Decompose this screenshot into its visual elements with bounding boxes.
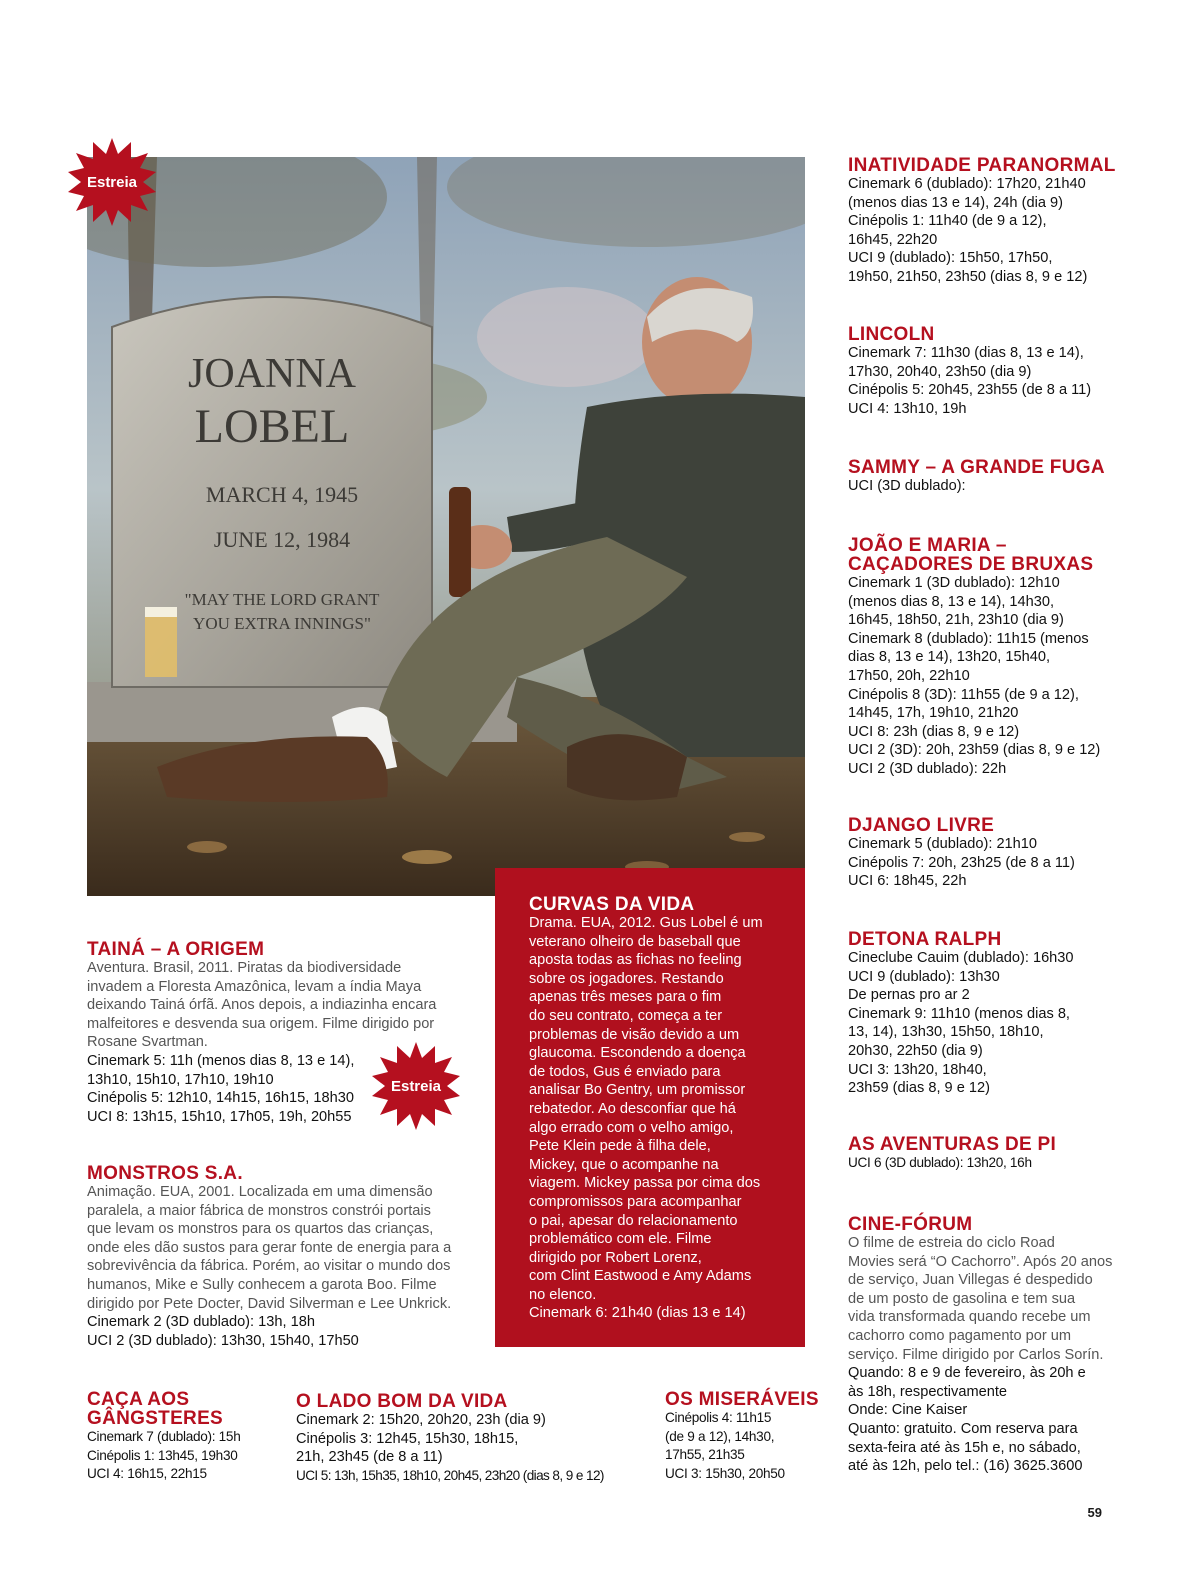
schedule-line: dias 8, 13 e 14), 13h20, 15h40, <box>848 649 1051 666</box>
detail-line: sexta-feira até às 15h e, no sábado, <box>848 1439 1081 1456</box>
stone-epitaph-line1: "MAY THE LORD GRANT <box>184 590 380 609</box>
schedule-line: UCI 2 (3D): 20h, 23h59 (dias 8, 9 e 12) <box>848 742 1101 759</box>
schedule-line: UCI 8: 13h15, 15h10, 17h05, 19h, 20h55 <box>87 1108 352 1125</box>
stone-date-birth: MARCH 4, 1945 <box>205 482 359 507</box>
synopsis-line: analisar Bo Gentry, um promissor <box>529 1082 746 1099</box>
schedule-line: Cinemark 6: 21h40 (dias 13 e 14) <box>529 1305 746 1322</box>
schedule-line: UCI 8: 23h (dias 8, 9 e 12) <box>848 723 1020 740</box>
schedule-line: 16h45, 22h20 <box>848 231 938 248</box>
schedule-line: UCI 6 (3D dublado): 13h20, 16h <box>848 1155 1032 1170</box>
schedule-line: Cinépolis 8 (3D): 11h55 (de 9 a 12), <box>848 686 1079 703</box>
synopsis-line: do seu contrato, começa a ter <box>529 1007 723 1024</box>
listing-sammy <box>848 458 1148 496</box>
listing-lado-bom-da-vida <box>296 1392 636 1485</box>
listing-aventuras-de-pi <box>848 1135 1148 1173</box>
listing-monstros <box>87 1164 477 1350</box>
movie-title <box>848 536 1148 574</box>
film-still-photo <box>87 157 805 896</box>
estreia-badge-label: Estreia <box>390 1077 442 1095</box>
schedule-line: UCI 2 (3D dublado): 13h30, 15h40, 17h50 <box>87 1332 359 1349</box>
synopsis-line: compromissos para acompanhar <box>529 1193 742 1210</box>
schedule-line: 13h10, 15h10, 17h10, 19h10 <box>87 1071 274 1088</box>
movie-title: TAINÁ – A ORIGEM <box>87 939 265 960</box>
synopsis-line: Movies será “O Cachorro”. Após 20 anos <box>848 1253 1113 1270</box>
schedule-line: 23h59 (dias 8, 9 e 12) <box>848 1080 990 1097</box>
schedule <box>848 1154 1148 1173</box>
synopsis-line: com Clint Eastwood e Amy Adams <box>529 1268 752 1285</box>
schedule-line: Cinemark 6 (dublado): 17h20, 21h40 <box>848 176 1086 192</box>
movie-title: DJANGO LIVRE <box>848 815 995 836</box>
synopsis-line: deixando Tainá órfã. Anos depois, a indiazinha encara <box>87 997 437 1014</box>
synopsis-line: viagem. Mickey passa por cima dos <box>529 1175 761 1192</box>
event-details <box>848 1364 1148 1476</box>
synopsis-line: serviço. Filme dirigido por Carlos Sorín. <box>848 1346 1104 1363</box>
page-number: 59 <box>1087 1505 1102 1520</box>
detail-line: Onde: Cine Kaiser <box>848 1402 968 1419</box>
estreia-badge-label: Estreia <box>86 173 138 191</box>
synopsis-line: cachorro como pagamento por um <box>848 1327 1072 1344</box>
schedule-line: Cinemark 5: 11h (menos dias 8, 13 e 14), <box>87 1052 355 1069</box>
schedule-line: 13, 14), 13h30, 15h50, 18h10, <box>848 1024 1044 1041</box>
schedule-line: 21h, 23h45 (de 8 a 11) <box>296 1449 443 1466</box>
synopsis <box>848 1234 1148 1364</box>
schedule-line: 20h30, 22h50 (dia 9) <box>848 1042 983 1059</box>
synopsis-line: aposta todas as fichas no feeling <box>529 952 742 969</box>
synopsis-line: vida transformada quando recebe um <box>848 1309 1091 1326</box>
schedule <box>848 175 1148 287</box>
schedule-line: Cinépolis 5: 20h45, 23h55 (de 8 a 11) <box>848 382 1092 399</box>
movie-title: MONSTROS S.A. <box>87 1163 243 1184</box>
schedule-line: 17h50, 20h, 22h10 <box>848 667 970 684</box>
schedule-line: 19h50, 21h50, 23h50 (dias 8, 9 e 12) <box>848 268 1088 285</box>
schedule <box>87 1313 477 1350</box>
movie-title <box>87 1390 287 1428</box>
listing-taina <box>87 940 467 1126</box>
listing-django-livre <box>848 816 1148 891</box>
synopsis-line: sobre os jogadores. Restando <box>529 970 724 987</box>
schedule <box>87 1428 287 1484</box>
schedule-line: Cinemark 2: 15h20, 20h20, 23h (dia 9) <box>296 1412 546 1428</box>
photo-illustration <box>87 157 805 896</box>
schedule <box>848 574 1148 779</box>
listing-cine-forum <box>848 1215 1148 1476</box>
movie-title-line1: JOÃO E MARIA – <box>848 535 1007 556</box>
schedule-line: UCI 4: 16h15, 22h15 <box>87 1466 207 1482</box>
schedule-line: Cinépolis 1: 11h40 (de 9 a 12), <box>848 213 1047 230</box>
synopsis-line: de um posto de gasolina e tem sua <box>848 1290 1076 1307</box>
synopsis <box>87 959 467 1052</box>
schedule-line: 17h30, 20h40, 23h50 (dia 9) <box>848 363 1032 380</box>
detail-line: Quanto: gratuito. Com reserva para <box>848 1420 1078 1437</box>
synopsis-line: no elenco. <box>529 1286 597 1303</box>
schedule-line: Cinemark 8 (dublado): 11h15 (menos <box>848 630 1089 647</box>
synopsis-line: o pai, apesar do relacionamento <box>529 1212 738 1229</box>
synopsis-line: invadem a Floresta Amazônica, levam a índia Maya <box>87 978 422 995</box>
schedule-line: Cinemark 5 (dublado): 21h10 <box>848 836 1038 852</box>
synopsis-line: humanos, Mike e Sully conhecem a garota Boo. Filme <box>87 1276 437 1293</box>
schedule-line: UCI 9 (dublado): 13h30 <box>848 968 1000 985</box>
movie-title: O LADO BOM DA VIDA <box>296 1391 508 1412</box>
schedule <box>848 949 1148 1098</box>
movie-title: AS AVENTURAS DE PI <box>848 1134 1057 1155</box>
synopsis <box>87 1183 477 1313</box>
detail-line: até às 12h, pelo tel.: (16) 3625.3600 <box>848 1458 1083 1475</box>
schedule-line: UCI (3D dublado): <box>848 478 966 494</box>
synopsis-line: glaucoma. Escondendo a doença <box>529 1045 746 1062</box>
movie-title: CURVAS DA VIDA <box>529 894 695 915</box>
schedule <box>848 835 1148 891</box>
schedule <box>848 477 1148 496</box>
schedule-line: 16h45, 18h50, 21h, 23h10 (dia 9) <box>848 612 1064 629</box>
synopsis-line: onde eles dão sustos para gerar fonte de energia para a <box>87 1239 452 1256</box>
movie-title-line2: CAÇADORES DE BRUXAS <box>848 554 1094 575</box>
detail-line: às 18h, respectivamente <box>848 1383 1007 1400</box>
stone-date-death: JUNE 12, 1984 <box>213 527 351 552</box>
listing-inatividade-paranormal <box>848 156 1148 287</box>
schedule-line: UCI 3: 15h30, 20h50 <box>665 1465 785 1481</box>
schedule-line: Cinemark 7: 11h30 (dias 8, 13 e 14), <box>848 345 1084 361</box>
estreia-badge-top <box>68 138 156 226</box>
synopsis-line: sobrevivência da fábrica. Porém, ao visitar o mundo dos <box>87 1258 451 1275</box>
synopsis-line: dirigido por Robert Lorenz, <box>529 1249 702 1266</box>
synopsis-line: Animação. EUA, 2001. Localizada em uma dimensão <box>87 1184 433 1200</box>
synopsis-line: problemático com ele. Filme <box>529 1231 712 1248</box>
synopsis-line: rebatedor. Ao desconfiar que há <box>529 1100 736 1117</box>
schedule-line: Cinépolis 7: 20h, 23h25 (de 8 a 11) <box>848 854 1075 871</box>
schedule-line: (de 9 a 12), 14h30, <box>665 1428 775 1444</box>
schedule-line: Cineclube Cauim (dublado): 16h30 <box>848 950 1074 966</box>
schedule-line: UCI 3: 13h20, 18h40, <box>848 1061 987 1078</box>
schedule <box>87 1052 467 1126</box>
synopsis-line: problemas de visão devido a um <box>529 1026 740 1043</box>
synopsis-line: de serviço, Juan Villegas é despedido <box>848 1272 1093 1289</box>
stone-name-line2: LOBEL <box>194 400 350 453</box>
schedule <box>296 1411 636 1485</box>
schedule-line: UCI 9 (dublado): 15h50, 17h50, <box>848 250 1053 267</box>
synopsis-line: Drama. EUA, 2012. Gus Lobel é um <box>529 915 763 931</box>
schedule-line: UCI 5: 13h, 15h35, 18h10, 20h45, 23h20 (dias 8, 9 e 12) <box>296 1467 604 1483</box>
listing-os-miseraveis <box>665 1390 835 1483</box>
synopsis-line: Rosane Svartman. <box>87 1034 208 1051</box>
synopsis-line: veterano olheiro de baseball que <box>529 933 741 950</box>
stone-name-line1: JOANNA <box>188 351 356 397</box>
synopsis-line: apenas três meses para o fim <box>529 989 722 1006</box>
synopsis-line: Pete Klein pede à filha dele, <box>529 1138 711 1155</box>
stone-epitaph-line2: YOU EXTRA INNINGS" <box>193 614 371 633</box>
movie-title: INATIVIDADE PARANORMAL <box>848 155 1116 176</box>
schedule-line: (menos dias 13 e 14), 24h (dia 9) <box>848 194 1063 211</box>
synopsis-line: O filme de estreia do ciclo Road <box>848 1235 1055 1251</box>
movie-title: CINE-FÓRUM <box>848 1214 973 1235</box>
schedule-line: Cinemark 9: 11h10 (menos dias 8, <box>848 1005 1070 1022</box>
schedule-line: 14h45, 17h, 19h10, 21h20 <box>848 705 1019 722</box>
schedule-line: Cinépolis 5: 12h10, 14h15, 16h15, 18h30 <box>87 1090 354 1107</box>
listing-detona-ralph <box>848 930 1148 1098</box>
schedule-line: UCI 2 (3D dublado): 22h <box>848 760 1007 777</box>
schedule-line: Cinépolis 1: 13h45, 19h30 <box>87 1447 238 1463</box>
schedule-line: (menos dias 8, 13 e 14), 14h30, <box>848 593 1055 610</box>
movie-title: SAMMY – A GRANDE FUGA <box>848 457 1105 478</box>
schedule-line: UCI 6: 18h45, 22h <box>848 873 967 890</box>
synopsis <box>529 914 791 1323</box>
schedule <box>848 344 1148 418</box>
schedule-line: De pernas pro ar 2 <box>848 987 970 1004</box>
schedule-line: Cinépolis 4: 11h15 <box>665 1410 772 1425</box>
listing-lincoln <box>848 325 1148 418</box>
synopsis-line: dirigido por Pete Docter, David Silverman e Lee Unkrick. <box>87 1295 452 1312</box>
movie-title: DETONA RALPH <box>848 929 1002 950</box>
featured-curvas-da-vida-box <box>495 868 805 1347</box>
movie-title: LINCOLN <box>848 324 935 345</box>
movie-title: OS MISERÁVEIS <box>665 1389 819 1410</box>
schedule-line: UCI 4: 13h10, 19h <box>848 400 967 417</box>
synopsis-line: de todos, Gus é enviado para <box>529 1063 721 1080</box>
movie-title-line2: GÂNGSTERES <box>87 1408 224 1429</box>
detail-line: Quando: 8 e 9 de fevereiro, às 20h e <box>848 1365 1086 1382</box>
listing-caca-aos-gangsteres <box>87 1390 287 1484</box>
schedule-line: Cinépolis 3: 12h45, 15h30, 18h15, <box>296 1430 519 1447</box>
schedule-line: Cinemark 2 (3D dublado): 13h, 18h <box>87 1314 315 1331</box>
synopsis-line: que levam os monstros para os quartos das crianças, <box>87 1221 434 1238</box>
synopsis-line: Aventura. Brasil, 2011. Piratas da biodiversidade <box>87 960 402 976</box>
schedule <box>665 1409 835 1483</box>
listing-joao-e-maria <box>848 536 1148 779</box>
synopsis-line: malfeitores e desvenda sua origem. Filme dirigido por <box>87 1015 435 1032</box>
synopsis-line: Mickey, que o acompanhe na <box>529 1156 719 1173</box>
schedule-line: 17h55, 21h35 <box>665 1447 745 1463</box>
synopsis-line: paralela, a maior fábrica de monstros constrói portais <box>87 1202 431 1219</box>
schedule-line: Cinemark 7 (dublado): 15h <box>87 1429 241 1444</box>
movie-title-line1: CAÇA AOS <box>87 1389 190 1410</box>
schedule-line: Cinemark 1 (3D dublado): 12h10 <box>848 575 1060 591</box>
synopsis-line: algo errado com o velho amigo, <box>529 1119 734 1136</box>
